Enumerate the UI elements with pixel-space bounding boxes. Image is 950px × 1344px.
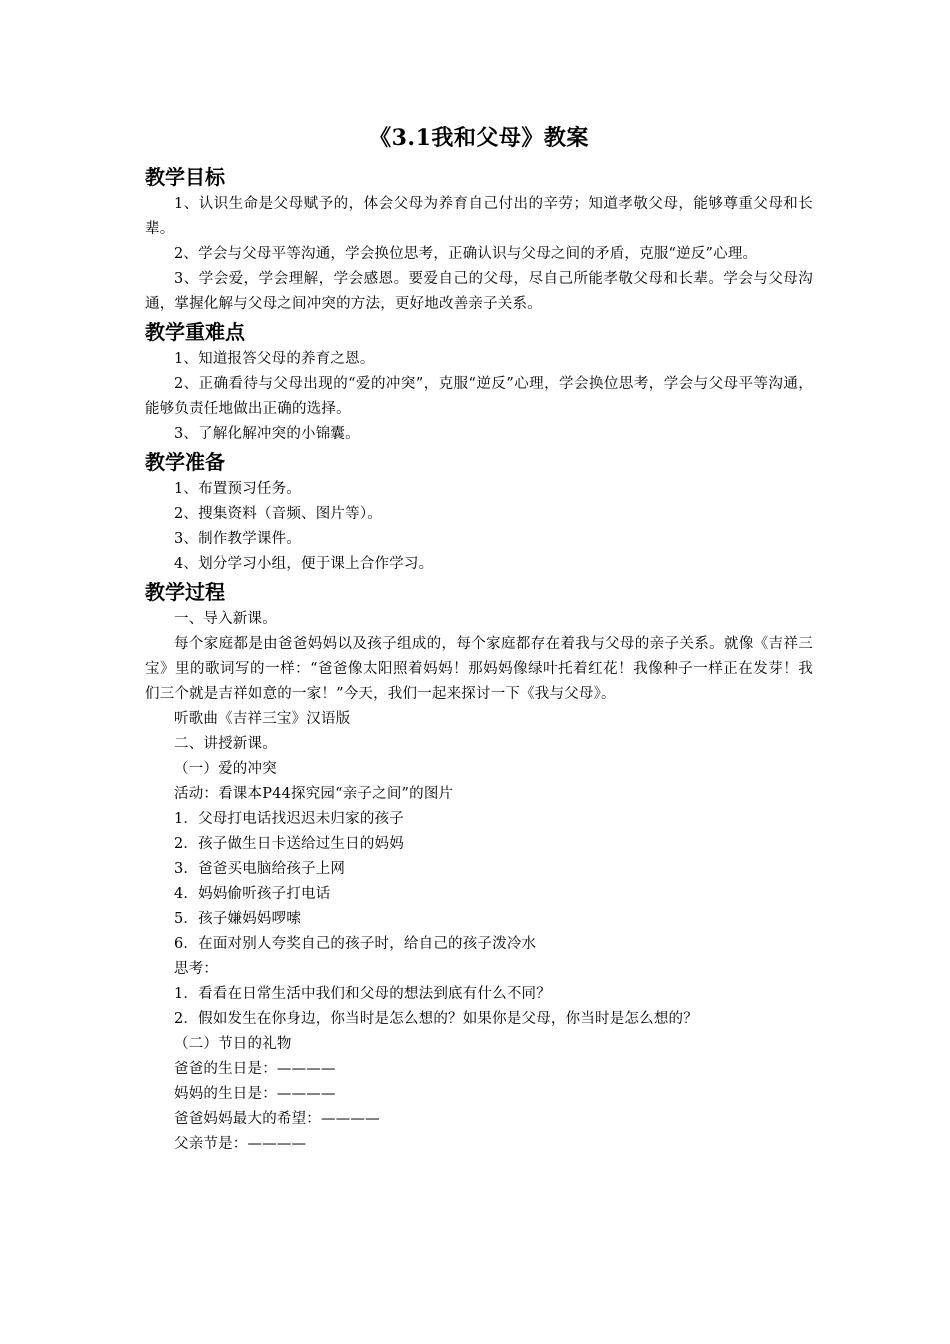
- preparation-item: 4、划分学习小组，便于课上合作学习。: [174, 556, 434, 572]
- process-line: 3．爸爸买电脑给孩子上网: [174, 861, 346, 877]
- process-line: 二、讲授新课。: [174, 736, 277, 752]
- process-intro: 一、导入新课。: [174, 611, 277, 627]
- section-heading-objectives: 教学目标: [145, 165, 225, 189]
- process-line: 2．假如发生在你身边，你当时是怎么想的？如果你是父母，你当时是怎么想的？: [174, 1011, 698, 1027]
- process-line: （一）爱的冲突: [174, 761, 277, 777]
- process-line: 5．孩子嫌妈妈啰嗦: [174, 911, 302, 927]
- process-line: （二）节日的礼物: [174, 1036, 292, 1052]
- preparation-item: 2、搜集资料（音频、图片等）。: [174, 506, 382, 522]
- process-line: 6．在面对别人夸奖自己的孩子时，给自己的孩子泼冷水: [174, 936, 537, 952]
- document-page: [145, 118, 813, 1157]
- process-line: 听歌曲《吉祥三宝》汉语版: [174, 711, 351, 727]
- process-line: 爸爸妈妈最大的希望：————: [174, 1111, 380, 1127]
- process-line: 2．孩子做生日卡送给过生日的妈妈: [174, 836, 404, 852]
- process-line: 爸爸的生日是：————: [174, 1061, 336, 1077]
- process-line: 4．妈妈偷听孩子打电话: [174, 886, 331, 902]
- key-point-paragraph: 3、了解化解冲突的小锦囊。: [174, 426, 360, 442]
- preparation-item: 3、制作教学课件。: [174, 531, 302, 547]
- process-intro-paragraph: 每个家庭都是由爸爸妈妈以及孩子组成的，每个家庭都存在着我与父母的亲子关系。就像《吉祥三宝》里的歌词写的一样：“爸爸像太阳照着妈妈！那妈妈像绿叶托着红花！我像种子一样正在发芽！我们三个就是吉祥如意的一家！”今天，我们一起来探讨一下《我与父母》。: [145, 636, 813, 702]
- document-title: 《3.1我和父母》教案: [369, 125, 589, 151]
- section-heading-key-points: 教学重难点: [145, 320, 245, 344]
- section-heading-process: 教学过程: [145, 580, 225, 604]
- process-line: 父亲节是：————: [174, 1136, 307, 1152]
- process-line: 1．父母打电话找迟迟未归家的孩子: [174, 811, 404, 827]
- process-line: 1．看看在日常生活中我们和父母的想法到底有什么不同？: [174, 986, 551, 1002]
- section-heading-preparation: 教学准备: [145, 450, 225, 474]
- key-point-paragraph: 1、知道报答父母的养育之恩。: [174, 351, 375, 367]
- key-point-paragraph: 2、正确看待与父母出现的“爱的冲突”，克服“逆反”心理，学会换位思考，学会与父母平等沟通，能够负责任地做出正确的选择。: [145, 376, 813, 417]
- process-line: 思考：: [174, 961, 219, 977]
- objective-paragraph: 1、认识生命是父母赋予的，体会父母为养育自己付出的辛劳；知道孝敬父母，能够尊重父母和长辈。: [145, 196, 813, 237]
- process-line: 活动：看课本P44探究园“亲子之间”的图片: [174, 786, 454, 802]
- preparation-item: 1、布置预习任务。: [174, 481, 302, 497]
- objective-paragraph: 3、学会爱，学会理解，学会感恩。要爱自己的父母，尽自己所能孝敬父母和长辈。学会与父母沟通，掌握化解与父母之间冲突的方法，更好地改善亲子关系。: [145, 271, 813, 312]
- objective-paragraph: 2、学会与父母平等沟通，学会换位思考，正确认识与父母之间的矛盾，克服“逆反”心理。: [174, 246, 758, 262]
- process-line: 妈妈的生日是：————: [174, 1086, 336, 1102]
